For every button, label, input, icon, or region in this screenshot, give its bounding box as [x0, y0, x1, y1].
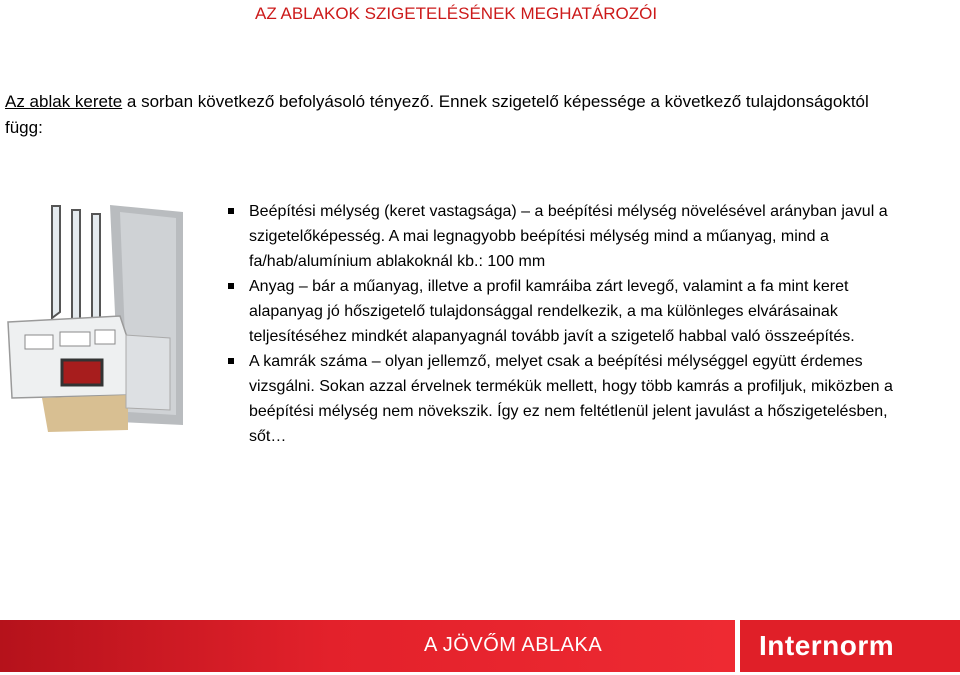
- list-item-text: Anyag – bár a műanyag, illetve a profil kamráiba zárt levegő, valamint a fa mint keret alapanyag jó hőszigetelő tulajdonsággal rendelkezik, a ma különleges elvárásainak teljesítéséhez mindkét alapanyagnál tovább javít a szigetelő habbal való összeépítés.: [249, 278, 855, 345]
- intro-paragraph: [5, 89, 885, 141]
- profile-chamber-1: [25, 335, 53, 349]
- list-item: [228, 199, 918, 274]
- intro-text: a sorban következő befolyásoló tényező. Ennek szigetelő képessége a következő tulajdonságoktól függ:: [5, 92, 869, 137]
- bullet-list: [228, 199, 918, 449]
- bullet-square-icon: [228, 283, 234, 289]
- glass-pane-2: [72, 210, 80, 322]
- profile-chamber-3: [95, 330, 115, 344]
- window-profile-image: [0, 200, 215, 440]
- aluminium-cap: [126, 335, 170, 410]
- bullet-square-icon: [228, 208, 234, 214]
- insulating-foam: [62, 360, 102, 385]
- bullet-square-icon: [228, 358, 234, 364]
- glass-pane-3: [92, 214, 100, 326]
- page-title: AZ ABLAKOK SZIGETELÉSÉNEK MEGHATÁROZÓI: [255, 4, 658, 23]
- list-item: [228, 349, 918, 449]
- list-item: [228, 274, 918, 349]
- list-item-text: A kamrák száma – olyan jellemző, melyet csak a beépítési mélységgel együtt érdemes vizsgálni. Sokan azzal érvelnek termékük mellett, hogy több kamrás a profiljuk, miközben a beépítési mélység nem növekszik. Így ez nem feltétlenül jelent javulást a hőszigetelésben, sőt…: [249, 353, 893, 445]
- internorm-logo: Internorm: [759, 630, 895, 661]
- footer-banner: [0, 620, 960, 675]
- profile-chamber-2: [60, 332, 90, 346]
- list-item-text: Beépítési mélység (keret vastagsága) – a beépítési mélység növelésével arányban javul a szigetelőképesség. A mai legnagyobb beépítési mélység mind a műanyag, mind a fa/hab/alumínium ablakoknál kb.: 100 mm: [249, 203, 888, 270]
- glass-pane-1: [52, 206, 60, 318]
- intro-underlined: Az ablak kerete: [5, 92, 123, 111]
- footer-slogan: A JÖVŐM ABLAKA: [424, 634, 603, 656]
- wood-base: [42, 395, 128, 432]
- footer-bar-left: [0, 620, 735, 672]
